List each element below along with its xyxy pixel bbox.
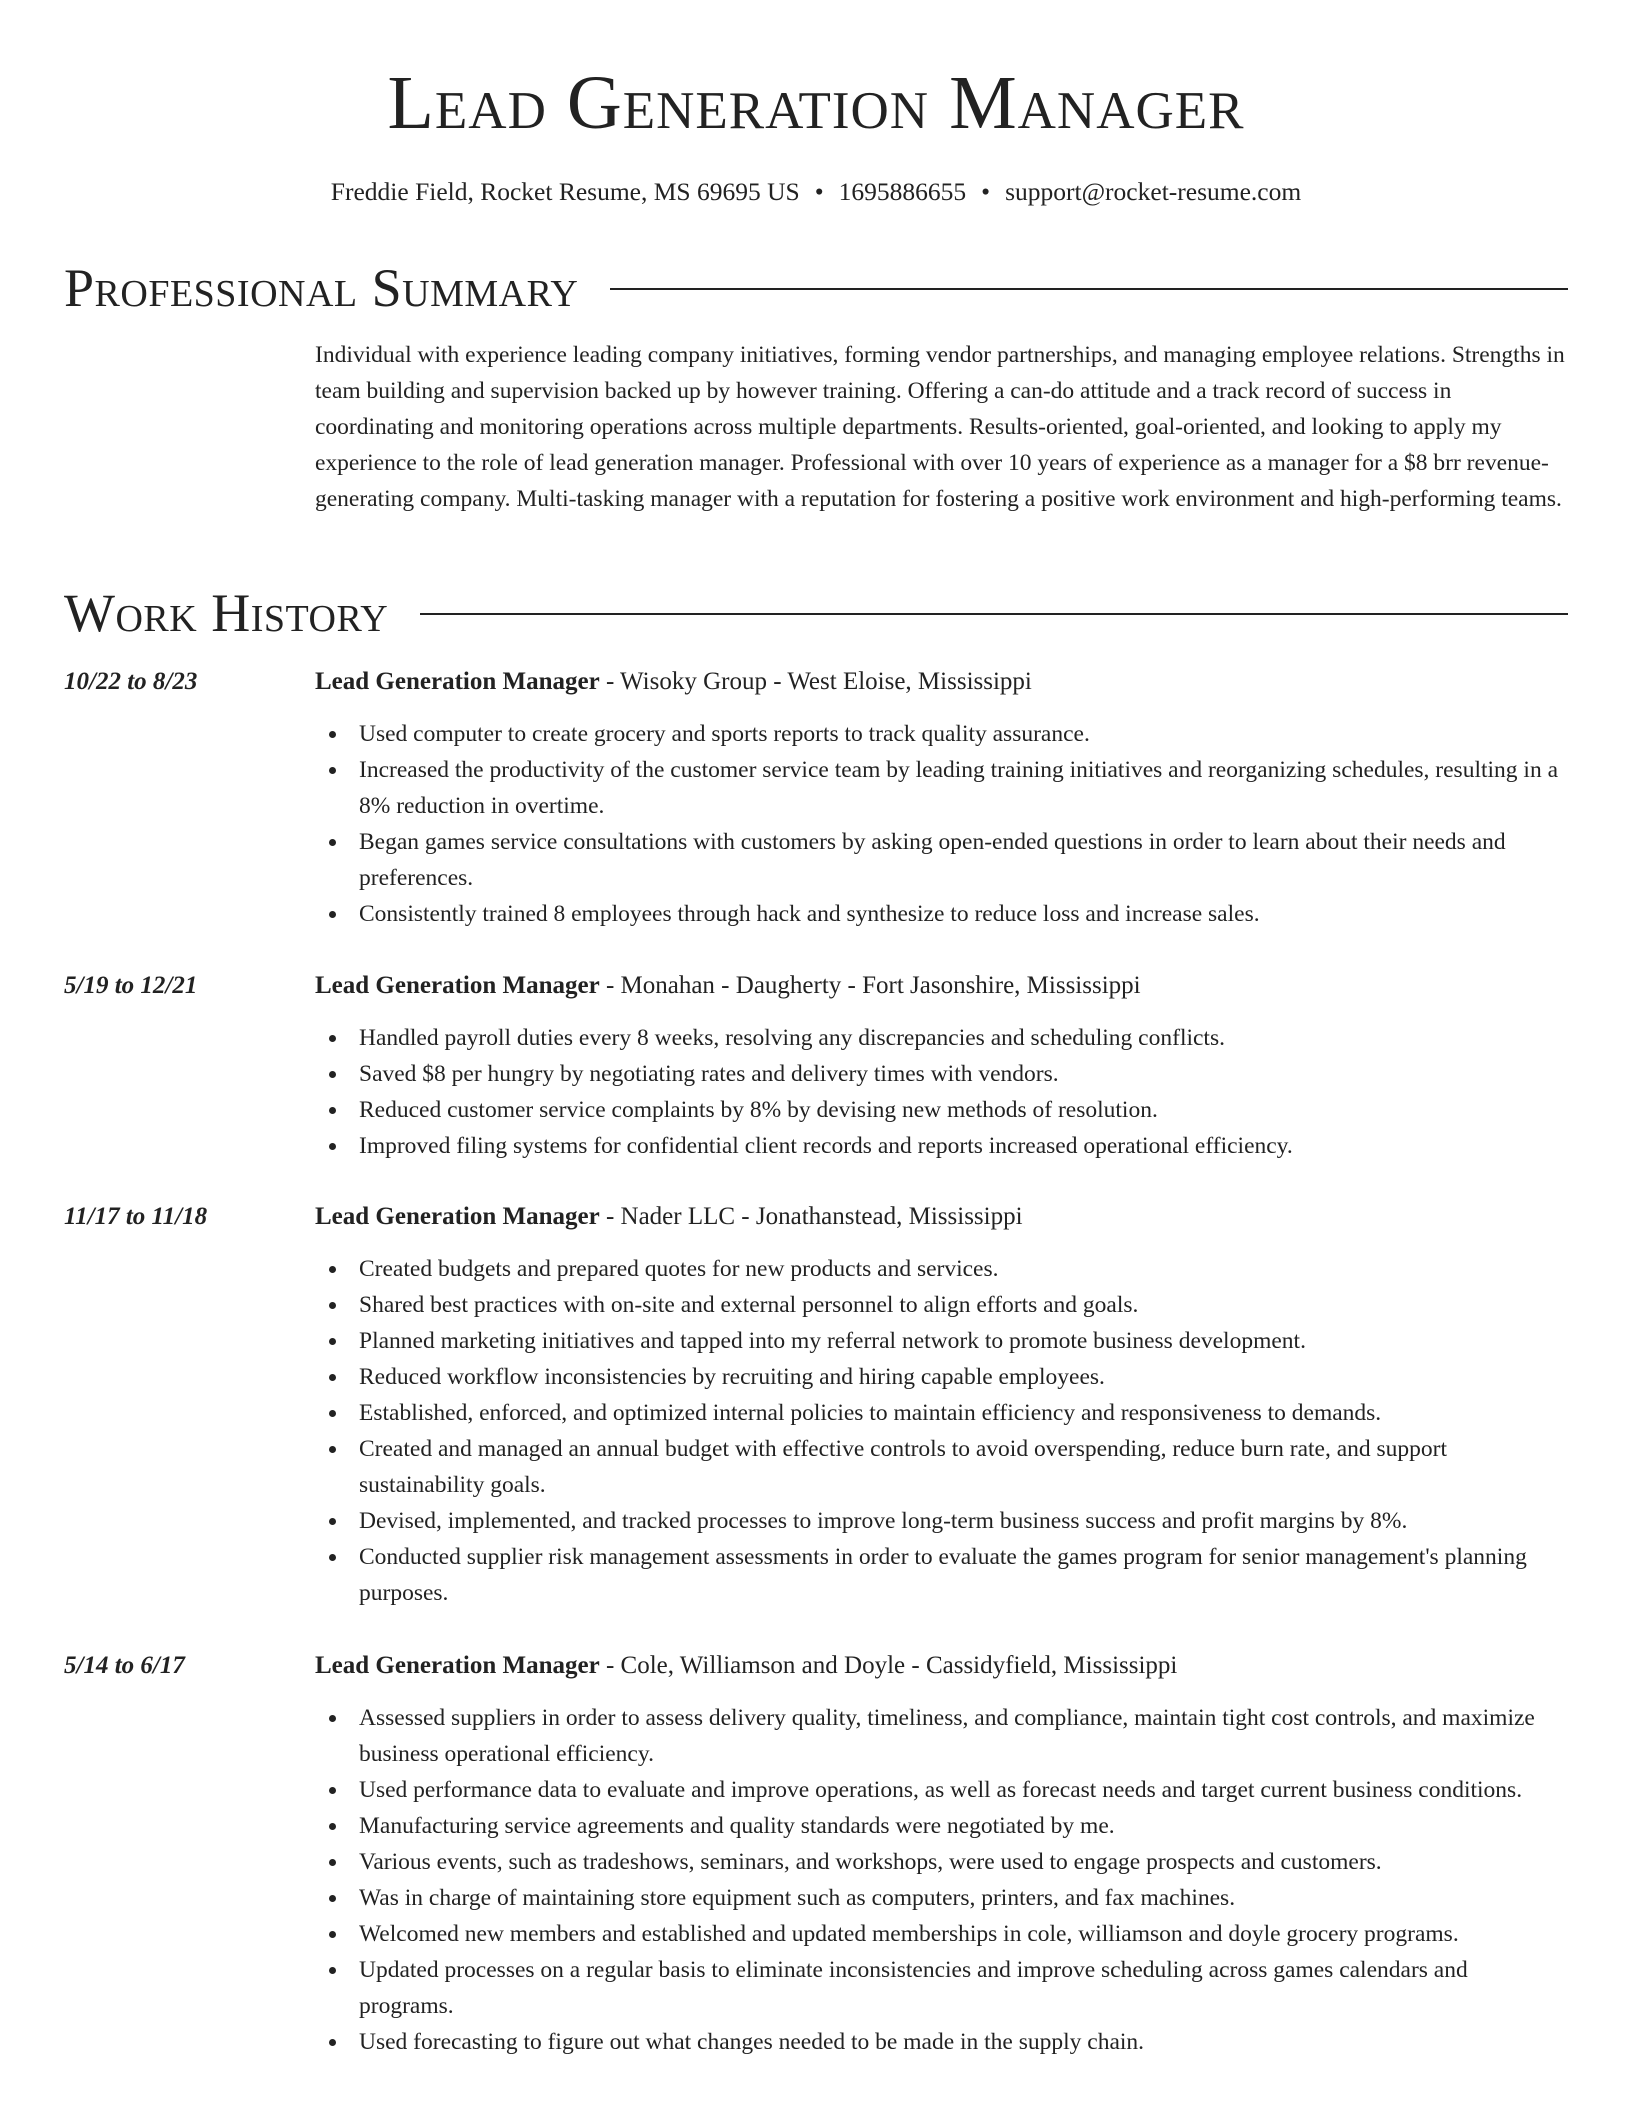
resume-title: Lead Generation Manager: [387, 61, 1245, 145]
job-title-line: [315, 1199, 1568, 1235]
job-header: [64, 968, 1568, 1004]
job-title-line: [315, 968, 1568, 1004]
job-bullet: Manufacturing service agreements and quality standards were negotiated by me.: [359, 1808, 1568, 1844]
job-header: [64, 1648, 1568, 1684]
job-details: - Nader LLC - Jonathanstead, Mississippi: [599, 1203, 1023, 1230]
job-details: - Cole, Williamson and Doyle - Cassidyfield, Mississippi: [599, 1652, 1178, 1679]
job-bullet: Shared best practices with on-site and external personnel to align efforts and goals.: [359, 1287, 1568, 1323]
job-dates: 5/14 to 6/17: [64, 1652, 185, 1679]
summary-section-header: [64, 257, 1568, 319]
job-bullet-list: [315, 1020, 1568, 1164]
job-bullet: Devised, implemented, and tracked processes to improve long-term business success and profit margins by 8%.: [359, 1503, 1568, 1539]
job-bullet-list: [315, 716, 1568, 932]
job-bullet: Improved filing systems for confidential client records and reports increased operational efficiency.: [359, 1128, 1568, 1164]
job-details: - Wisoky Group - West Eloise, Mississippi: [599, 668, 1032, 695]
job-bullet: Various events, such as tradeshows, seminars, and workshops, were used to engage prospects and customers.: [359, 1844, 1568, 1880]
job-bullet: Welcomed new members and established and updated memberships in cole, williamson and doyle grocery programs.: [359, 1916, 1568, 1952]
summary-text: Individual with experience leading company initiatives, forming vendor partnerships, and managing employee relations. Strengths in team building and supervision backed up by however training. Offering a can-do attitude and a track record of success in coordinating and monitoring operations across multiple departments. Results-oriented, goal-oriented, and looking to apply my experience to the role of lead generation manager. Professional with over 10 years of experience as a manager for a $8 brr revenue-generating company. Multi-tasking manager with a reputation for fostering a positive work environment and high-performing teams.: [315, 342, 1565, 512]
job-bullet: Saved $8 per hungry by negotiating rates and delivery times with vendors.: [359, 1056, 1568, 1092]
job-bullet: Reduced customer service complaints by 8% by devising new methods of resolution.: [359, 1092, 1568, 1128]
job-bullet: Was in charge of maintaining store equipment such as computers, printers, and fax machines.: [359, 1880, 1568, 1916]
job-bullet: Assessed suppliers in order to assess delivery quality, timeliness, and compliance, maintain tight cost controls, and maximize business operational efficiency.: [359, 1700, 1568, 1772]
job-entry: [64, 1648, 1568, 2060]
job-header: [64, 1199, 1568, 1235]
job-bullet: Increased the productivity of the customer service team by leading training initiatives and reorganizing schedules, resulting in a 8% reduction in overtime.: [359, 752, 1568, 824]
job-bullet: Created budgets and prepared quotes for new products and services.: [359, 1251, 1568, 1287]
job-details: - Monahan - Daugherty - Fort Jasonshire, Mississippi: [599, 972, 1141, 999]
job-entry: [64, 968, 1568, 1164]
job-bullet: Created and managed an annual budget with effective controls to avoid overspending, reduce burn rate, and support sustainability goals.: [359, 1431, 1568, 1503]
job-bullet: Established, enforced, and optimized internal policies to maintain efficiency and responsiveness to demands.: [359, 1395, 1568, 1431]
job-bullet: Consistently trained 8 employees through hack and synthesize to reduce loss and increase sales.: [359, 896, 1568, 932]
section-divider: [420, 613, 1568, 615]
work-history-heading: Work History: [64, 583, 389, 643]
job-bullet: Handled payroll duties every 8 weeks, resolving any discrepancies and scheduling conflicts.: [359, 1020, 1568, 1056]
job-bullet: Planned marketing initiatives and tapped into my referral network to promote business development.: [359, 1323, 1568, 1359]
section-divider: [610, 288, 1568, 290]
job-bullet: Updated processes on a regular basis to eliminate inconsistencies and improve scheduling across games calendars and programs.: [359, 1952, 1568, 2024]
contact-phone: 1695886655: [838, 177, 967, 206]
job-dates: 10/22 to 8/23: [64, 668, 198, 695]
contact-line: [0, 176, 1632, 208]
job-entry: [64, 1199, 1568, 1611]
job-bullet: Conducted supplier risk management assessments in order to evaluate the games program for senior management's planning purposes.: [359, 1539, 1568, 1611]
job-entry: [64, 664, 1568, 932]
job-header: [64, 664, 1568, 700]
job-role: Lead Generation Manager: [315, 972, 600, 999]
job-bullet: Used computer to create grocery and sports reports to track quality assurance.: [359, 716, 1568, 752]
contact-email: support@rocket-resume.com: [1005, 177, 1302, 206]
job-bullet: Used forecasting to figure out what changes needed to be made in the supply chain.: [359, 2024, 1568, 2060]
job-bullet-list: [315, 1251, 1568, 1611]
job-bullet: Used performance data to evaluate and improve operations, as well as forecast needs and target current business conditions.: [359, 1772, 1568, 1808]
job-role: Lead Generation Manager: [315, 668, 600, 695]
job-role: Lead Generation Manager: [315, 1652, 600, 1679]
job-role: Lead Generation Manager: [315, 1203, 600, 1230]
contact-separator: •: [981, 177, 991, 206]
job-bullet: Began games service consultations with customers by asking open-ended questions in order to learn about their needs and preferences.: [359, 824, 1568, 896]
work-history-section-header: [64, 582, 1568, 644]
contact-address: Freddie Field, Rocket Resume, MS 69695 US: [330, 177, 800, 206]
summary-heading: Professional Summary: [64, 258, 579, 318]
job-dates: 5/19 to 12/21: [64, 972, 198, 999]
job-dates: 11/17 to 11/18: [64, 1203, 208, 1230]
job-title-line: [315, 1648, 1568, 1684]
contact-separator: •: [814, 177, 824, 206]
job-bullet: Reduced workflow inconsistencies by recruiting and hiring capable employees.: [359, 1359, 1568, 1395]
job-title-line: [315, 664, 1568, 700]
job-bullet-list: [315, 1700, 1568, 2060]
